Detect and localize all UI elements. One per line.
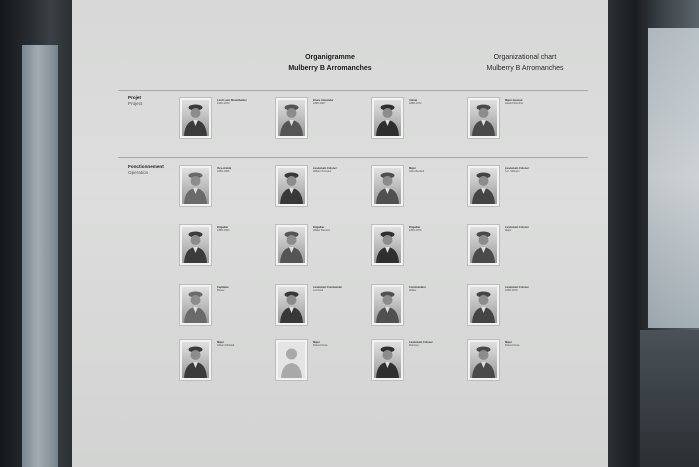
portrait-photo	[275, 97, 308, 139]
portrait-name: Brigadier	[409, 226, 421, 229]
portrait-dates: 1885-1964	[217, 229, 230, 233]
title-french	[265, 52, 395, 74]
portrait-silhouette	[182, 227, 209, 263]
portrait-name: Lord Louis Mountbatten	[217, 99, 247, 102]
portrait-dates: Gilbert Mitchell	[217, 344, 235, 348]
portrait-card	[179, 284, 275, 332]
portrait-silhouette	[278, 342, 305, 378]
portrait-card	[371, 339, 467, 387]
portrait-silhouette	[278, 100, 305, 136]
title-english-line1: Organizational chart	[493, 54, 557, 61]
portrait-silhouette	[182, 287, 209, 323]
portrait-dates: Allan Beckett	[409, 170, 425, 174]
portrait-name: Vice-Amiral	[217, 167, 232, 170]
portrait-silhouette	[278, 227, 305, 263]
portrait-card	[371, 284, 467, 332]
portrait-name: Lieutenant-Colonel	[505, 286, 529, 289]
portrait-dates: S.F. Stillman	[505, 170, 520, 174]
section-fonctionnement	[128, 164, 164, 176]
portrait-name: Lieutenant-Colonel	[505, 167, 529, 170]
portrait-dates: Harold Wernher	[505, 102, 524, 106]
portrait-silhouette	[278, 287, 305, 323]
portrait-dates: 1883-1968	[217, 170, 230, 174]
portrait-name: Major	[313, 341, 320, 344]
portrait-photo	[275, 284, 308, 326]
portrait-name: Lieutenant-Colonel	[505, 226, 529, 229]
portrait-silhouette	[470, 168, 497, 204]
portrait-dates: Walter Bennett	[313, 229, 331, 233]
portrait-caption	[409, 286, 465, 293]
portrait-dates: Moloney	[409, 344, 419, 348]
portrait-card	[275, 97, 371, 145]
portrait-caption	[505, 286, 561, 293]
section-projet-fr: Projet	[128, 95, 142, 100]
portrait-caption	[313, 286, 369, 293]
portrait-silhouette	[374, 342, 401, 378]
portrait-photo	[467, 165, 500, 207]
portrait-name: Major	[217, 341, 224, 344]
portrait-name: Bruce Alexander	[313, 99, 334, 102]
portrait-dates: Brister	[217, 289, 225, 293]
portrait-card	[179, 165, 275, 213]
portrait-silhouette	[470, 227, 497, 263]
portrait-card	[371, 165, 467, 213]
portrait-photo	[371, 339, 404, 381]
portrait-photo	[179, 339, 212, 381]
portrait-photo	[179, 284, 212, 326]
portrait-silhouette	[470, 342, 497, 378]
portrait-card	[275, 284, 371, 332]
portrait-dates: Major	[505, 229, 512, 233]
portrait-silhouette	[470, 100, 497, 136]
portrait-dates: Robert Ross	[313, 344, 328, 348]
portrait-caption	[505, 167, 561, 174]
section-projet	[128, 95, 142, 107]
portrait-photo	[179, 224, 212, 266]
divider-middle	[118, 157, 588, 158]
portrait-dates: Robert Ross	[505, 344, 520, 348]
title-english	[460, 52, 590, 74]
portrait-caption	[313, 167, 369, 174]
portrait-name: Amiral	[409, 99, 418, 102]
portrait-photo	[179, 97, 212, 139]
portrait-card	[371, 97, 467, 145]
portrait-caption	[505, 226, 561, 233]
portrait-silhouette	[374, 287, 401, 323]
section-fonctionnement-en: Operation	[128, 170, 149, 175]
portrait-dates: 1898-1979	[505, 289, 518, 293]
portrait-card	[179, 224, 275, 272]
portrait-photo	[467, 284, 500, 326]
left-glass-reflection	[22, 45, 58, 467]
portrait-photo	[371, 224, 404, 266]
portrait-name: Major	[505, 341, 512, 344]
portrait-name: Brigadier	[217, 226, 229, 229]
portrait-silhouette	[182, 342, 209, 378]
portrait-photo	[467, 97, 500, 139]
portrait-silhouette	[470, 287, 497, 323]
portrait-dates: 1895-1967	[313, 102, 326, 106]
portrait-silhouette	[374, 100, 401, 136]
portrait-photo	[371, 97, 404, 139]
portrait-caption	[505, 341, 561, 348]
title-english-line2: Mulberry B Arromanches	[486, 65, 564, 72]
title-french-line1: Organigramme	[305, 54, 355, 61]
portrait-card	[275, 165, 371, 213]
portrait-photo	[371, 284, 404, 326]
portrait-caption	[217, 286, 273, 293]
section-fonctionnement-fr: Fonctionnement	[128, 164, 164, 169]
portrait-photo	[467, 224, 500, 266]
portrait-card	[371, 224, 467, 272]
portrait-caption	[217, 99, 273, 106]
portrait-caption	[505, 99, 561, 106]
portrait-dates: Walter	[409, 289, 417, 293]
portrait-dates: 1894-1975	[409, 229, 422, 233]
portrait-card	[179, 339, 275, 387]
portrait-silhouette	[374, 168, 401, 204]
portrait-dates: 1900-1979	[217, 102, 230, 106]
portrait-photo	[179, 165, 212, 207]
portrait-caption	[217, 226, 273, 233]
right-floor	[640, 330, 699, 467]
portrait-photo	[275, 224, 308, 266]
portrait-caption	[313, 341, 369, 348]
portrait-caption	[217, 167, 273, 174]
portrait-name: Major	[409, 167, 416, 170]
portrait-name: Capitaine	[217, 286, 229, 289]
portrait-photo	[275, 339, 308, 381]
portrait-card	[275, 224, 371, 272]
portrait-card	[275, 339, 371, 387]
portrait-name: Commandant	[409, 286, 426, 289]
portrait-card	[467, 224, 563, 272]
portrait-silhouette	[278, 168, 305, 204]
portrait-caption	[409, 167, 465, 174]
portrait-silhouette	[374, 227, 401, 263]
portrait-photo	[275, 165, 308, 207]
portrait-name: Lieutenant-Colonel	[409, 341, 433, 344]
portrait-card	[467, 165, 563, 213]
portrait-silhouette	[182, 100, 209, 136]
portrait-caption	[409, 341, 465, 348]
portrait-photo	[371, 165, 404, 207]
portrait-name: Brigadier	[313, 226, 325, 229]
portrait-caption	[313, 99, 369, 106]
portrait-card	[467, 284, 563, 332]
portrait-dates: Lombard	[313, 289, 324, 293]
title-french-line2: Mulberry B Arromanches	[288, 65, 372, 72]
portrait-photo	[467, 339, 500, 381]
exhibit-panel	[72, 0, 608, 467]
portrait-dates: William Tennant	[313, 170, 332, 174]
portrait-silhouette	[182, 168, 209, 204]
portrait-card	[467, 97, 563, 145]
portrait-name: Lieutenant-Commander	[313, 286, 343, 289]
portrait-caption	[217, 341, 273, 348]
portrait-card	[179, 97, 275, 145]
portrait-caption	[409, 99, 465, 106]
divider-top	[118, 90, 588, 91]
right-glass-reflection	[648, 28, 699, 328]
portrait-name: Lieutenant-Colonel	[313, 167, 337, 170]
portrait-card	[467, 339, 563, 387]
portrait-dates: 1888-1972	[409, 102, 422, 106]
section-projet-en: Project	[128, 101, 143, 106]
portrait-caption	[313, 226, 369, 233]
portrait-caption	[409, 226, 465, 233]
portrait-name: Major General	[505, 99, 523, 102]
